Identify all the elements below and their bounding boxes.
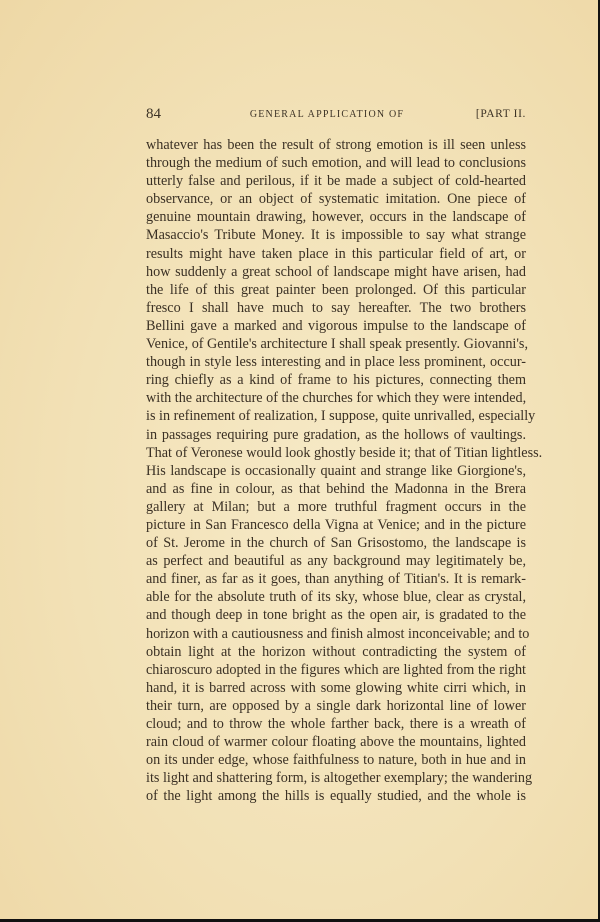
text-line: fresco I shall have much to say hereafter. The two brothers bbox=[146, 299, 526, 316]
text-line: Masaccio's Tribute Money. It is impossible to say what strange bbox=[146, 227, 526, 244]
text-line: on its under edge, whose faithfulness to nature, both in hue and in bbox=[146, 752, 526, 769]
page-number: 84 bbox=[146, 106, 161, 122]
text-line: and finer, as far as it goes, than anything of Titian's. It is remark- bbox=[146, 571, 526, 588]
running-title: GENERAL APPLICATION OF bbox=[249, 109, 405, 120]
text-line: and though deep in tone bright as the open air, is gradated to the bbox=[146, 607, 526, 624]
text-line: though in style less interesting and in place less prominent, occur- bbox=[146, 354, 526, 371]
text-line: hand, it is barred across with some glowing white cirri which, in bbox=[146, 679, 526, 696]
text-line: chiaroscuro adopted in the figures which are lighted from the right bbox=[146, 661, 526, 678]
text-line: in passages requiring pure gradation, as the hollows of vaultings. bbox=[146, 426, 526, 443]
text-line: obtain light at the horizon without contradicting the system of bbox=[146, 643, 526, 660]
text-line: That of Veronese would look ghostly beside it; that of Titian lightless. bbox=[146, 444, 543, 461]
text-line: ring chiefly as a kind of frame to his pictures, connecting them bbox=[146, 372, 526, 389]
text-line: as perfect and beautiful as any background may legitimately be, bbox=[146, 553, 526, 570]
text-line: cloud; and to throw the whole farther back, there is a wreath of bbox=[146, 716, 526, 732]
text-line: and as fine in colour, as that behind the Madonna in the Brera bbox=[146, 480, 526, 497]
text-line: its light and shattering form, is altogether exemplary; the wandering bbox=[146, 770, 533, 787]
text-line: with the architecture of the churches for which they were intended, bbox=[146, 390, 527, 407]
text-line: is in refinement of realization, I suppose, quite unrivalled, especially bbox=[146, 408, 536, 425]
text-line: whatever has been the result of strong emotion is ill seen unless bbox=[146, 137, 526, 153]
text-line: observance, or an object of systematic imitation. One piece of bbox=[146, 191, 526, 208]
page-header bbox=[146, 106, 526, 126]
text-line: genuine mountain drawing, however, occurs in the landscape of bbox=[146, 209, 526, 226]
text-line: of the light among the hills is equally studied, and the whole is bbox=[146, 788, 526, 805]
text-line: Bellini gave a marked and vigorous impulse to the landscape of bbox=[146, 317, 526, 334]
part-label: [PART II. bbox=[475, 108, 526, 120]
text-line: horizon with a cautiousness and finish almost inconceivable; and to bbox=[146, 625, 530, 642]
text-line: the life of this great painter been prolonged. Of this particular bbox=[146, 281, 526, 298]
text-line: results might have taken place in this particular field of art, or bbox=[146, 245, 526, 262]
text-line: how suddenly a great school of landscape might have arisen, had bbox=[146, 263, 526, 280]
text-line: His landscape is occasionally quaint and strange like Giorgione's, bbox=[146, 462, 526, 479]
text-line: utterly false and perilous, if it be made a subject of cold-hearted bbox=[146, 173, 526, 190]
text-line: picture in San Francesco della Vigna at Venice; and in the picture bbox=[146, 516, 526, 533]
text-line: their turn, are opposed by a single dark horizontal line of lower bbox=[146, 697, 526, 714]
text-line: of St. Jerome in the church of San Grisostomo, the landscape is bbox=[146, 535, 526, 552]
text-line: Venice, of Gentile's architecture I shall speak presently. Giovanni's, bbox=[146, 336, 529, 353]
text-line: able for the absolute truth of its sky, whose blue, clear as crystal, bbox=[146, 589, 526, 606]
text-line: rain cloud of warmer colour floating above the mountains, lighted bbox=[146, 734, 526, 751]
text-line: through the medium of such emotion, and will lead to conclusions bbox=[146, 155, 526, 172]
body-text bbox=[146, 136, 543, 805]
text-line: gallery at Milan; but a more truthful fragment occurs in the bbox=[146, 498, 526, 515]
